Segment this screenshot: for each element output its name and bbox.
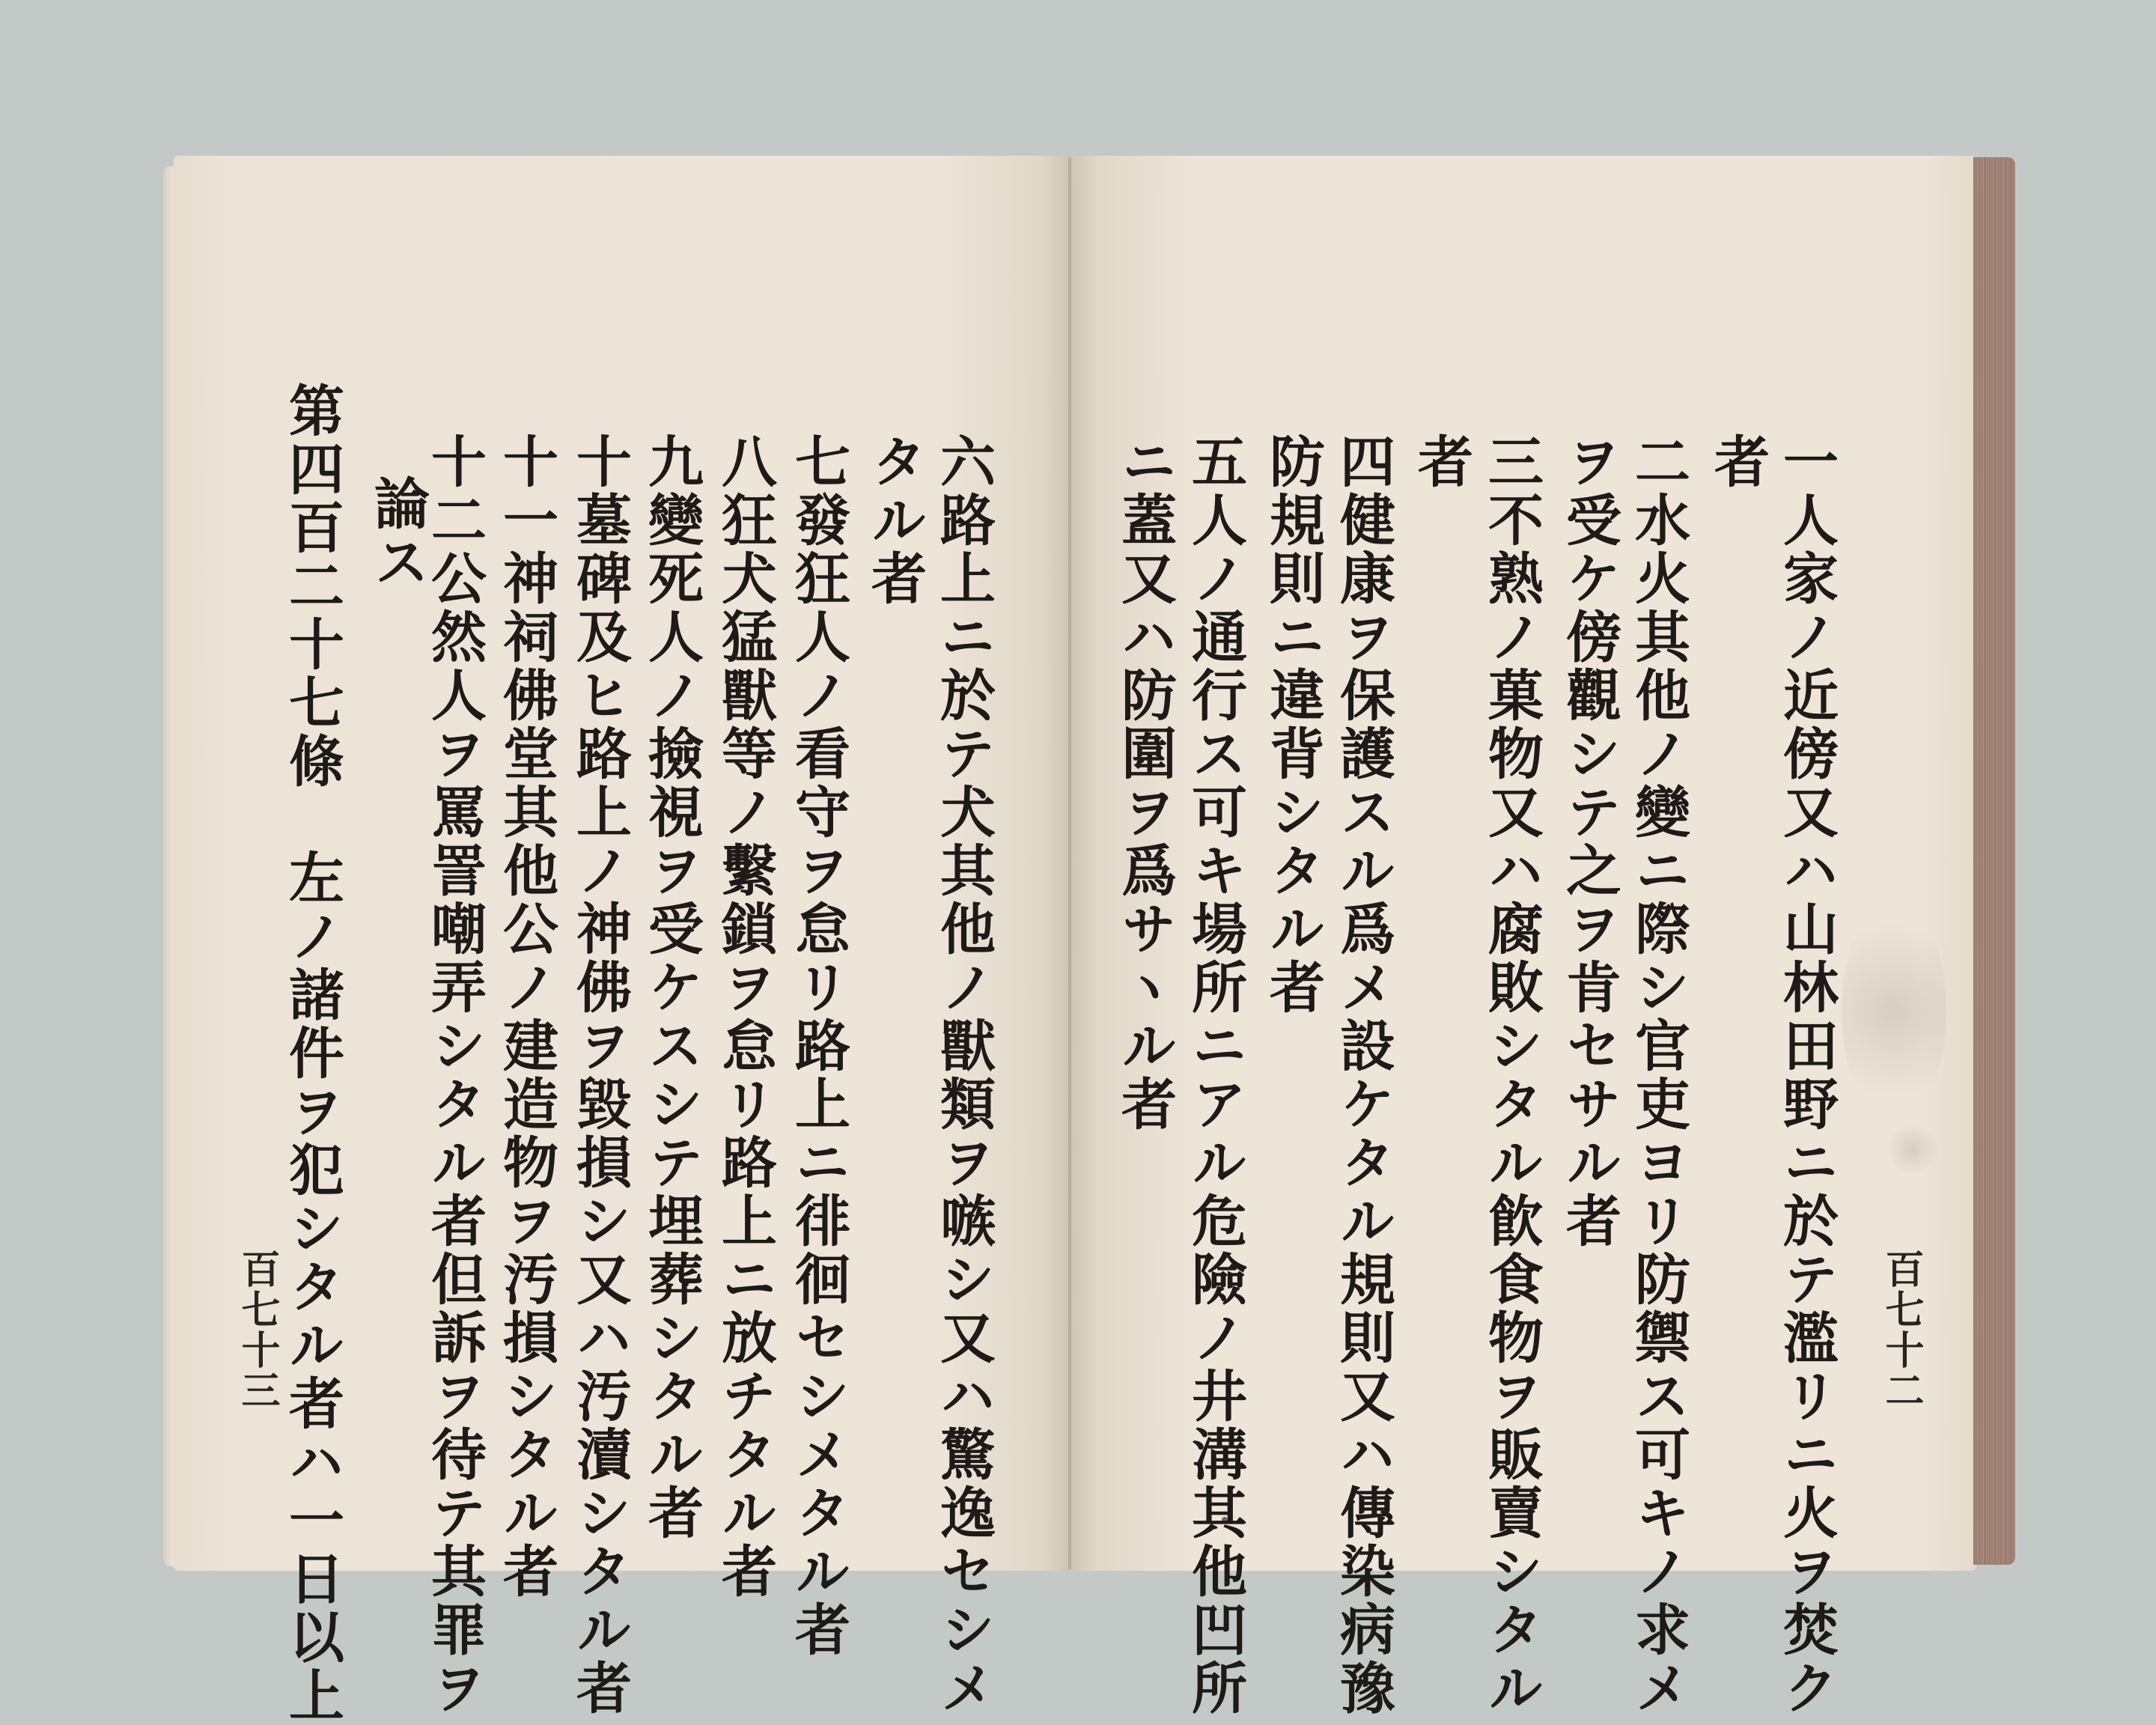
text-column: 論ス — [365, 475, 430, 591]
page-number: 百七十三 — [234, 1249, 280, 1411]
text-column: 八狂犬猛獸等ノ繫鎖ヲ怠リ路上ニ放チタル者 — [713, 433, 777, 1601]
text-column: 者 — [1409, 433, 1473, 491]
text-column: ニ蓋又ハ防圍ヲ爲サヽル者 — [1112, 433, 1177, 1134]
text-column: 六路上ニ於テ犬其他ノ獸類ヲ嗾シ又ハ驚逸セシメ — [931, 433, 996, 1718]
text-column: 十一神祠佛堂其他公ノ建造物ヲ汚損シタル者 — [494, 433, 558, 1601]
text-column: 防規則ニ違背シタル者 — [1261, 433, 1325, 1017]
text-column: 九變死人ノ撿視ヲ受ケスシテ埋葬シタル者 — [639, 433, 704, 1542]
text-column: 三不熟ノ菓物又ハ腐敗シタル飮食物ヲ販賣シタル — [1479, 433, 1544, 1718]
paper-stain — [1886, 1123, 1939, 1175]
text-column: 十二公然人ヲ罵詈嘲弄シタル者但訴ヲ待テ其罪ヲ — [422, 433, 487, 1718]
text-column: 五人ノ通行ス可キ場所ニアル危險ノ井溝其他凹所 — [1183, 433, 1247, 1718]
text-column: ヲ受ケ傍觀シテ之ヲ肯セサル者 — [1557, 433, 1621, 1250]
paper-stain — [1842, 898, 1946, 1123]
text-column: 第四百二十七條 左ノ諸件ヲ犯シタル者ハ一日以上 — [280, 382, 344, 1725]
book-gutter — [1068, 157, 1071, 1569]
page-number: 百七十二 — [1878, 1249, 1924, 1411]
text-column: 四健康ヲ保護スル爲メ設ケタル規則又ハ傳染病豫 — [1331, 433, 1395, 1718]
text-column: 者 — [1705, 433, 1770, 491]
right-page-block-edges — [1973, 157, 2015, 1565]
text-column: 一人家ノ近傍又ハ山林田野ニ於テ濫リニ火ヲ焚ク — [1774, 433, 1839, 1718]
text-column: 七發狂人ノ看守ヲ怠リ路上ニ徘徊セシメタル者 — [786, 433, 850, 1659]
text-column: タル者 — [862, 433, 927, 608]
text-column: 二水火其他ノ變ニ際シ官吏ヨリ防禦ス可キノ求メ — [1626, 433, 1690, 1718]
text-column: 十墓碑及ヒ路上ノ神佛ヲ毀損シ又ハ汚瀆シタル者 — [567, 433, 632, 1718]
